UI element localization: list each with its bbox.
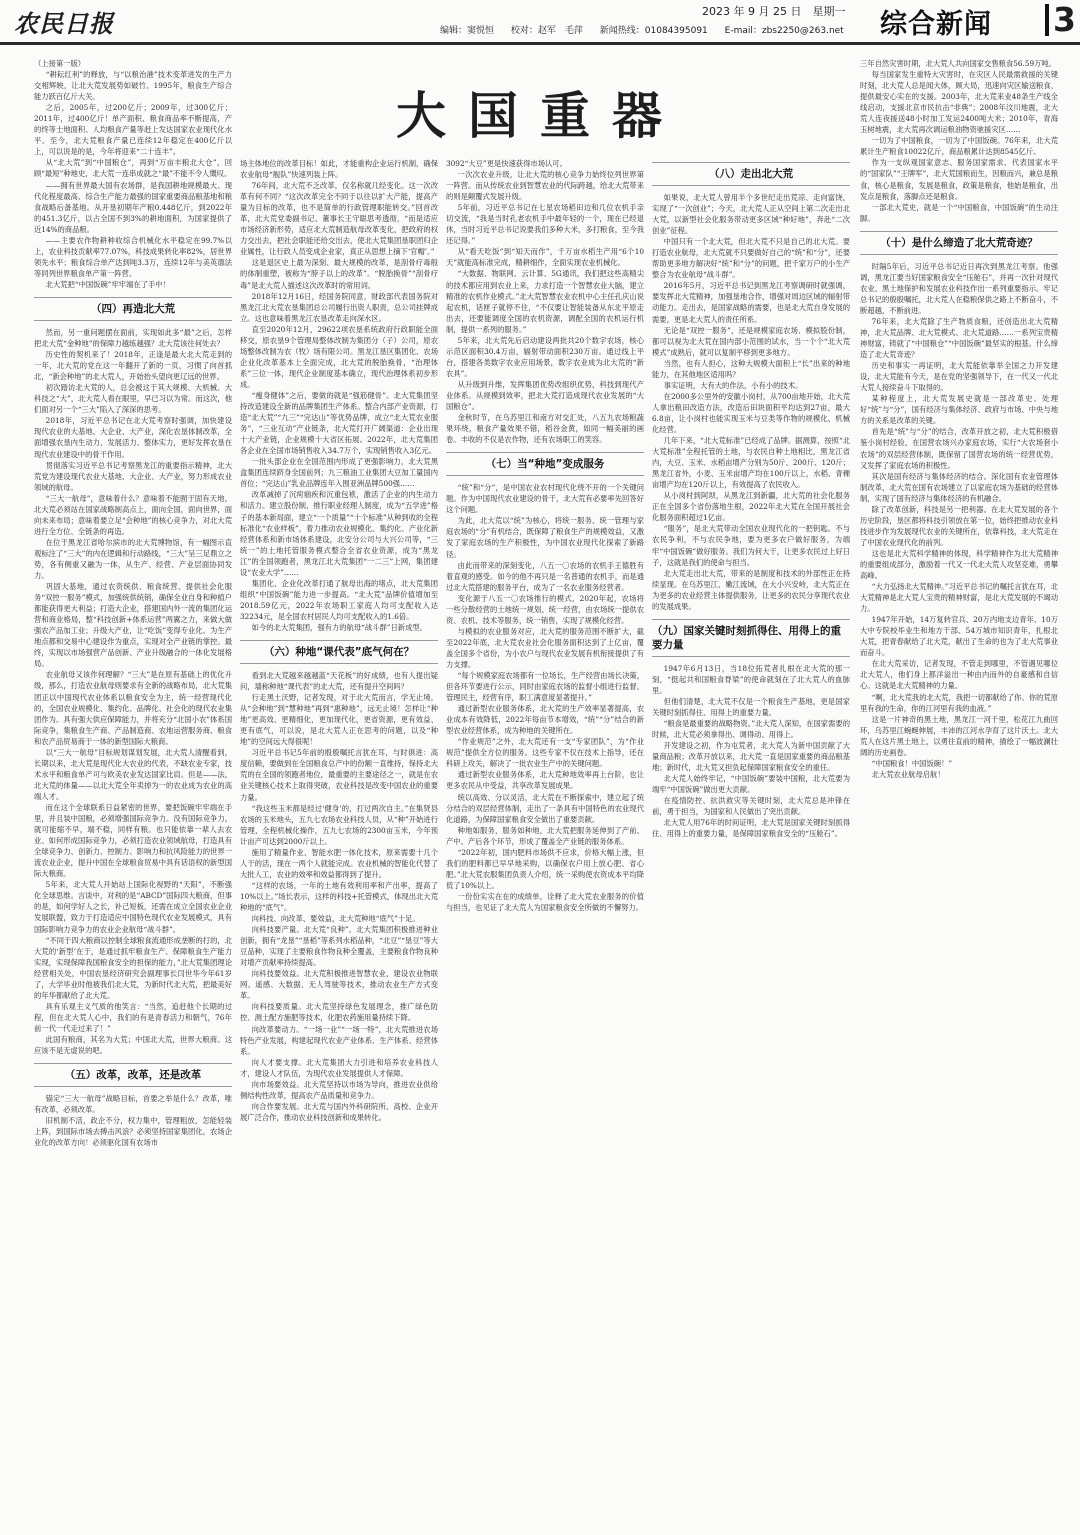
paragraph: “中国粮食！中国饭碗！”: [871, 758, 953, 768]
paragraph: 锚定“三大一航母”战略目标，首要之举是什么？改革，唯有改革，必须改革。: [34, 1094, 232, 1115]
subheading-7: （七）当“种地”变成服务: [446, 452, 644, 476]
masthead: [0, 0, 1080, 45]
paragraph: 中国只有一个北大荒，但北大荒不只是自己的北大荒。要打造农业航母，北大荒就不只要做好自己的“统”和“分”，还要帮助更多地方解决好“统”和“分”的问题，把千家万户的小生产整合为农业航母“战斗群”。: [652, 237, 850, 280]
paragraph: 种地如服务，服务如种地，北大荒把服务延伸到了产前、产中、产后各个环节，形成了覆盖全产业链的服务体系。: [446, 825, 644, 846]
paragraph: 当然，也有人担心，这种大规模大面积上“长”出来的种地能力，在其他地区适用吗？: [652, 358, 850, 379]
paragraph: 某种程度上，北大荒发展史就是一部改革史。处理好“统”与“分”，国有经济与集体经济、政府与市场、中央与地方的关系是改革的关键。: [860, 394, 1058, 426]
paragraph: 但他们清楚，北大荒不仅是一个粮食生产基地，更是国家关键时刻抓得住、用得上的重要力量。: [652, 696, 850, 717]
paragraph: 从小岗村到阿坝，从黑龙江到新疆，北大荒的社会化服务正在全国多个省份落地生根，2022年北大荒在全国开展社会化服务面积超过1亿亩。: [652, 491, 850, 523]
paragraph: 2018年，习近平总书记在北大荒考察时强调，加快建设现代农业的大基地、大企业、大产业，深化农垦体制改革，全面增强农垦内生动力、发展活力、整体实力，更好发挥农垦在现代农业建设中的骨干作用。: [34, 416, 232, 459]
paragraph: 5年来，北大荒人开始站上国际化视野的“天阳”，不断强化全球思维。言谈中，对利的是“ABCD”国际四大粮商，但事的是，如何学好人之长，补己短板，还需在成立全国农业企业发展联盟，致力于打造适应中国特色现代农业发展模式，具有国际影响力竞争力的农业企业航母“战斗群”。: [34, 880, 232, 934]
paragraph: 无论是“双控一服务”，还是规模家庭农场、模拟股份制，都可以视为北大荒在国内部小范围的试水，当一个个“北大荒模式”成熟后，就可以复制平移到更多地方。: [652, 325, 850, 357]
subheading-10: （十）是什么缔造了北大荒奇迹？: [860, 231, 1058, 255]
paragraph: 改革减掉了沉疴痼疾和沉重包袱，激活了企业的内生动力和活力。建立股份制、推行职业经理人制度，成为“五学进”格子的基本新局面，建立“一个质量”“十个标准”从种到收的全程标准化“农业样板”，着力推动农业规模化、集约化、产业化新经营体系和新市场体系建设，北安分公司与大兴公司等，“三统一”的土地托管服务模式整合全省农业资源，成为“黑龙江”的全国领跑者，黑龙江北大荒集团“一二三”上网，集团建设“农业大学”……: [240, 490, 438, 577]
proof-credit: 校对：赵军 毛萍: [510, 26, 583, 36]
paragraph: “大数据、物联网、云计算、5G通讯，我们把这些高精尖的技术都应用到农业上来，力求打造一个智慧农业大脑，建立精准的农机作业模式。”北大荒智慧农业农机中心主任孔庆山说起农机，话匣子就停不住，“不仅要让智能装备从东北平原走出去，还要能调度全国的农机资源，调配全国的农机运行机制，提供一系列的服务。”: [446, 269, 644, 334]
paragraph: 通过新型农业服务体系，北大荒种地效率再上台阶，也让更多农民从中受益，共享改革发展成果。: [446, 770, 644, 791]
paragraph: 一部北大荒史，就是一个“中国粮食，中国饭碗”的生动注脚。: [860, 202, 1058, 223]
paragraph: 施用了精量作业、智能水肥一体化技术，原来需要十几个人干的活，现在一两个人就能完成。农业机械的智能化代替了大批人工，农业的效率和效益都得到了提升。: [240, 847, 438, 879]
paragraph: 习近平总书记5年前的殷殷嘱托言犹在耳，与时俱进：高度信赖，要做到在全国粮食总产中的份额一直维持，保持北大荒的在全国的领跑者地位，最重要的主要途径之一，就是在农业关键核心技术上取得突破，农业科技是改变中国农业的重要力量。: [240, 748, 438, 802]
paragraph: 初次踏访北大荒的人，总会被这于其大规模、大机械、大科技之“大”，北大荒人看在眼里，早已习以为常。而这次，他们面对另一个“三大”陷入了深深的思考。: [34, 383, 232, 415]
paragraph: 之后，2005年，过200亿斤；2009年，过300亿斤；2011年，过400亿斤！单产面积、粮食商品率不断提高，产的终等士地面积、人均粮食产量等赶上发达国家农业现代化水平。至今，北大荒粮食产量已连续12年稳定在400亿斤以上，可以说是的是，今年将迎来“二十连丰”。: [34, 103, 232, 157]
news-hotline: 新闻热线：01084395091: [599, 26, 708, 36]
paragraph: 从“看天吃饭”到“知天而作”，千万亩水稻生产用“6个10天”就能高标准完成，精耕细作，全面实现农业机械化。: [446, 247, 644, 268]
paragraph: 向人才要支撑。北大荒集团大力引进和培养农业科技人才，建设人才队伍，为现代农业发展提供人才保障。: [240, 1057, 438, 1078]
paragraph: “大力弘扬北大荒精神。”习近平总书记的嘱托言犹在耳，北大荒精神是北大荒人宝贵的精神财富，是北大荒发展的不竭动力。: [860, 582, 1058, 614]
paragraph: 向科技要质量。北大荒坚持绿色发展理念，推广绿色防控、测土配方施肥等技术，化肥农药施用量持续下降。: [240, 1002, 438, 1023]
paragraph: 5年前，习近平总书记在七星农场稻田边和几位农机手亲切交流，“我是当时孔老农机手中最年轻的一个，现在已经退休，当时习近平总书记说要我们多种大米，多打粮食，至今我还记得。”: [446, 203, 644, 246]
paragraph: 这是一片神奇的黑土地，黑龙江一河千里，松花江九曲回环，乌苏里江蜿蜒伸展，丰沛的江河水孕育了这片沃土。北大荒人在这片黑土地上，以勇往直前的精神，描绘了一幅波澜壮阔的历史画卷。: [860, 714, 1058, 757]
paragraph: 1947年开始，14万复转官兵、20万内地支边青年、10万大中专院校毕业生和地方干部、54万城市知识青年，扎根北大荒，把青春献给了北大荒，献出了生命的也为了北大荒事业而奋斗。: [860, 615, 1058, 658]
paragraph: 金秋时节，在乌苏里江和南方对交汇处，八五九农场粮蔬果环绕，粮食产量效果不错，稻谷金黄，如同一幅美丽的画卷。丰收的不仅是农作物，还有农场职工的笑容。: [446, 413, 644, 445]
paragraph: “耕耘红利”的释放，与“以粮治港”技术变革进发的生产力交相辉映，让北大荒发展势如破竹。1995年，粮食生产综合能力跃百亿斤大关。: [34, 70, 232, 102]
paragraph: 在北大荒采访，记者发现，不管走到哪里，不管遇见哪位北大荒人，他们身上都洋溢出一种由内而外的自豪感和自信心。这就是北大荒精神的力量。: [860, 659, 1058, 691]
paragraph: 以“三大一航母”目标规划谋划发展，北大荒人清醒看到，长期以来，北大荒是现代化大农业的代表，不缺农业专家，技术水平和粮食单产可与欧美农业发达国家比肩。但是——法，北大荒的体量——以北大荒全年卖掉为一的农业成为农业的高端人才。: [34, 747, 232, 801]
paragraph: 北大荒人用76年的时间证明，北大荒是国家关键时刻抓得住、用得上的重要力量，是保障国家粮食安全的“压舱石”。: [652, 818, 850, 839]
paragraph: 如果说，北大荒人曾用半个多世纪走出荒凉、走向富饶，实现了“一次创业”；今天，北大荒人正从空间上第二次走出北大荒，以新型社会化服务带动更多区域“种好地”，奔赴“二次创业”征程。: [652, 193, 850, 236]
section-name: 综合新闻: [880, 9, 992, 40]
paragraph: 向改革要动力。“一场一业”“一场一特”，北大荒推进农场特色产业发展，构建起现代农业产业体系、生产体系、经营体系。: [240, 1024, 438, 1056]
paragraph: 几年下来，“北大荒标准”已经成了品牌。据测算，按照“北大荒标准”全程托管的土地，与农民自种土地相比，黑龙江省内，大豆、玉米、水稻亩增产分别为50斤、200斤、120斤；黑龙江省外，小麦、玉米亩增产均在100斤以上，水稻、青稞亩增产均在120斤以上，有效提高了农民收入。: [652, 436, 850, 490]
newspaper-logo: 农民日报: [14, 9, 114, 38]
paragraph: 一切为了中国粮食，一切为了中国饭碗。76年来，北大荒累计生产粮食10022亿斤，商品粮累计达到8545亿斤。: [860, 136, 1058, 157]
paragraph: 一份份实实在在的成绩单，诠释了北大荒农业服务的价值与担当，也见证了北大荒人为国家粮食安全所做的不懈努力。: [446, 891, 644, 912]
paragraph: 为此，北大荒以“统”为核心，将统一服务、统一管理与家庭农场的“分”有机结合，既保障了粮食生产的规模效益，又激发了家庭农场的生产积极性，为中国农业现代化探索了新路径。: [446, 516, 644, 559]
subheading-9: （九）国家关键时刻抓得住、用得上的重要力量: [652, 619, 850, 657]
paragraph: 其次是国有经济与集体经济的结合。深化国有农业管理体制改革，北大荒在国有农场建立了以家庭农场为基础的经营体制，实现了国有经济与集体经济的有机融合。: [860, 471, 1058, 503]
paragraph: “啊，北大荒我的北大荒，我把一切都献给了你。你的荒原里有我的生命，你的江河里有我的血液。”: [860, 692, 1058, 713]
paragraph: 然而，另一重问题摆在面前，实现如此多“最”之后，怎样把北大荒“金种地”的保障力越练越强？北大荒该往何处去？: [34, 327, 232, 349]
paragraph: 历史和事实一再证明，北大荒能依靠举全国之力开发建设，北大荒能有今天，是在党的坚强领导下，在一代又一代北大荒人接续奋斗下取得的。: [860, 361, 1058, 393]
paragraph: “每个规模家庭农场都有一位场长，生产经营由场长决策，但各环节要进行公示，同时由家庭农场的监督小组进行监督。管理民主，经营有序，职工满意度显著提升。”: [446, 671, 644, 703]
staff-line: [440, 23, 858, 36]
paragraph: 向合作要发展。北大荒与国内外科研院所、高校、企业开展广泛合作，推动农业科技创新和成果转化。: [240, 1101, 438, 1122]
paragraph: 具有乐观主义气质的他笑言：“当然，追赶他个长期的过程，但在北大荒人心中，我们的有是青春活力和朝气，76年前一代一代走过来了！”: [34, 1001, 232, 1033]
paragraph: 与模拟的农业服务对应，北大荒的服务范围不断扩大，截至2022年底，北大荒农业社会化服务面积达到了上亿亩，覆盖全国多个省份，为小农户与现代农业发展有机衔接提供了有力支撑。: [446, 626, 644, 669]
paragraph: 作为一支纵观国家意志、服务国家需求、代表国家水平的“国家队”“王牌军”，北大荒国粮而生，因粮而兴，兼总是粮食，核心是粮食，发展是粮食，政策是粮食，他始是粮食，出发点是粮食，落脚点还是粮食。: [860, 158, 1058, 201]
paragraph: “这样的农场，一年的土地有效利用率和产出率，提高了10%以上。”场长表示，这样的科技+托管模式，体现出北大荒种地的“底气”。: [240, 880, 438, 912]
editor-credit: 编辑：窦悦恒: [440, 26, 495, 36]
paragraph: 统以高效、分以灵活，北大荒在不断探索中，建立起了统分结合的双层经营体制，走出了一条具有中国特色的农业现代化道路，为保障国家粮食安全做出了重要贡献。: [446, 792, 644, 824]
paragraph: “瘦身健体”之后，要做的就是“强筋健骨”。北大荒集团坚持改造建设全新的品牌集团生产体系。整合内部产业资源，打造“北大荒”“九三”“完达山”等优势品牌，成立“北大荒农业服务”，“三业互动”产业链条，北大荒打开广阔渠道：企业出现十大产业链，企业规模十大省区拓展。2022年，北大荒集团各企业在全国市场销售收入34.7万个，实现销售收入3亿元。: [240, 390, 438, 456]
paragraph: 变化源于八五一〇农场推行的模式，2020年起，农场将一些分散经营的土地统一规划、统一经营，由农场统一提供农资、农机、技术等服务，统一销售，实现了规模化经营。: [446, 593, 644, 625]
paragraph: 在疫情防控、抗洪救灾等关键时刻，北大荒总是冲锋在前，勇于担当，为国家和人民做出了突出贡献。: [652, 796, 850, 817]
paragraph: ——拥有世界最大国有农场群，是我国耕地规模最大、现代化程度最高、综合生产能力最强的国家重要商品粮基地和粮食战略后备基地。从开垦初期年产粮0.448亿斤，到2022年的451.3亿斤，以占全国不到3%的耕地面积，为国家提供了近14%的商品粮。: [34, 180, 232, 234]
paragraph: “作业规范”之外，北大荒还有一支“专家团队”，为“作业规范”提供全方位的服务。这些专家不仅在技术上指导，还在科研上攻关，解决了一批农业生产中的关键问题。: [446, 737, 644, 769]
paragraph: 农业航母又该作何理解？“三大”是在原有基础上的优化升级，那么，打造农业航母则要求有全新的战略布局，北大荒集团正以中国现代农业体系以粮食安全为主，统一经营现代化的，全国农业规模化、集约化、品牌化、社会化的现代农业集团作为。具有强大供应保障能力，并将充分“北国小农”体系国际竞争，集粮食生产商、产品制造商、农地运营服务商、粮食和农产品贸易商于一体的新型国际大粮商。: [34, 670, 232, 746]
paragraph: 旧机制不活，政企不分，权力集中，管理粗放，怎能轻装上阵，到国际市场去搏击风浪？必须坚持国家集团化，农场企业化的改革方向！必须驱化国有农场市: [34, 1116, 232, 1148]
paragraph: 5年来，北大荒先后启动建设两批共20个数字农场，核心示范区面积30.4万亩，辐射带动面积230万亩。通过线上平台，搭建各类数字农业应用场景，数字农业成为北大荒的“新农具”。: [446, 335, 644, 378]
paragraph: 这也是北大荒科学精神的体现，科学精神作为北大荒精神的重要组成部分，激励着一代又一代北大荒人攻坚克难，勇攀高峰。: [860, 548, 1058, 581]
paragraph: “不同于四大粮商以控制全球粮食流通形成垄断的打的，北大荒的‘新型’在于，是通过抓牢粮食生产、保障粮食生产能力实现，实现保障我国粮食安全的担保的能力，”北大荒集团理论经营相关处，中国农垦经济研究会副理事长闫世华今年61岁了，大学毕业时他被我们北大荒，为新时代北大荒，把最美好的年华都献给了北大荒。: [34, 935, 232, 1000]
paragraph: 看到北大荒越来越越蓝“天花板”的好成绩，也有人提出疑问，墙称种地“课代表”的北大荒，还有提升空间吗？: [240, 671, 438, 692]
paragraph: 一批头部企业在全国范围内形成了更强影响力，北大荒黑盒集团连续跻身全国前列；九三粮油工业集团大豆加工量国内首位；“完达山”乳业品牌连年入围亚洲品牌500强……: [240, 457, 438, 489]
paragraph: 每当国家发生重特大灾害时，在灾区人民最需救援的关键时刻，北大荒人总是闻大体，顾大局，迅速向灾区输送粮食，提供最安心实在的支援。2003年，北大荒来业48条生产线全线启动，支援北京市民抗击“非典”；2008年汶川地震，北大荒人连夜援送48小时加工发运2400吨大米；2010年，青海玉树地震，北大荒再次调运粮油物资驰援灾区……: [860, 70, 1058, 135]
paragraph: 巩固大基地，通过农资统供、粮食统营、提供社会化服务“双控一服务”模式，加强统供统销，确保全业自身和种植户都能获得更大利益；打造大企业，搭建国内外一流的集团化运营和商业格局，整“科技创新+体系运营”两翼之力，来做大做强农产品加工业；升级大产业，让“吃饭”变得专业化、为生产地点都和交易中心建设作为重点，实现对全产业链的掌控。最终，实现以市场强营产品创新、产业升级融合的一体化发展格局。: [34, 582, 232, 669]
paragraph: 北大荒人始终牢记，“中国饭碗”要装中国粮，北大荒要为端牢“中国饭碗”做出更大贡献。: [652, 774, 850, 795]
paragraph: 贯彻落实习近平总书记考察黑龙江的重要指示精神，北大荒党为建设现代农业大基地、大企业、大产业，努力形成农业领域的航母。: [34, 460, 232, 492]
paragraph: 如今的北大荒集团，强有力的航母“战斗群”日新成型。: [251, 622, 427, 632]
paragraph: 向科技要产量。北大荒“良种”。北大荒集团积极推进种业创新，拥有“龙垦”“垦稻”等系列水稻品种，“北豆”“垦豆”等大豆品种，实现了主要粮食作物良种全覆盖，主要粮食作物良种对增产贡献率持续提高。: [240, 925, 438, 968]
paragraph: 北大荒农业航母启航！: [871, 769, 945, 779]
paragraph: 向市场要效益。北大荒坚持以市场为导向，推进农业供给侧结构性改革，提高农产品质量和竞争力。: [240, 1079, 438, 1100]
paragraph: “2022年初，国内肥料市场供不应求，价格大幅上涨，但我们的肥料都已早早地采购，以确保农户用上放心肥、省心肥。”北大荒农服集团负责人介绍，统一采购使农资成本平均降低了10%以上。: [446, 847, 644, 890]
paragraph: 通过新型农业服务体系，北大荒的生产效率显著提高，农业成本有效降低，2022年每亩节本增效，“统”“分”结合的新型农业经营体系，成为种地的关键所在。: [446, 704, 644, 736]
contact-email: E-mail：zbs2250@263.net: [724, 26, 844, 36]
paragraph: 直至2020年12月，29622项农垦系统政府行政职能全面移交，原农垦9个管理局整体改制为集团分（子）公司，原农场整体改制为农（牧）场有限公司。黑龙江垦区集团化、农场企业化改革基本上全面完成，北大荒的脱胎换骨，“治理体系”三位一体，现代企业制度基本确立，现代治理体系初步形成。: [240, 324, 438, 389]
paragraph: 时隔5年后，习近平总书记近日再次到黑龙江考察。他强调，黑龙江要当好国家粮食安全“压舱石”，并再一次针对现代农业、黑土地保护和发展农业科技作出一系列重要指示。牢记总书记的殷殷嘱托，北大荒人在稳粮保供之路上不断奋斗，不断超越，不断前进。: [860, 261, 1058, 315]
paragraph: “三大一航母”，意味着什么？意味着不能囿于固有天地，北大荒必须站在国家战略制高点上，面向全国，面向世界，面向未来布局；意味着要立足“会种地”的核心竞争力，对北大荒进行全方位、全链条的再造。: [34, 493, 232, 536]
column-4: [652, 162, 850, 1518]
paragraph: 而在这个全球联系日益紧密的世界，要把饭碗牢牢端在手里，并且装中国粮，必须增强国际竞争力。没有国际竞争力，就可能缩不早，端不稳，同样有粮。也只能依靠一辈人去农业、如何形成国际竞争力，必须打造农业领域航母，打造具有全球竞争力、创新力、控制力、影响力和抗风险能力的世界一流农业企业，提升中国在全球粮食贸易中具有话语权的新型国际大粮商。: [34, 803, 232, 879]
paragraph: 事实证明，大有大的作法，小有小的技术。: [663, 380, 803, 390]
subheading-4: （四）再造北大荒: [34, 297, 232, 321]
paragraph: 场主体地位的改革目标！如此，才能重构企业运行机制，确保农业航母“舰队”快速列装上阵。: [240, 159, 438, 180]
paragraph: 北大荒走出北大荒，带来的是制度和技术的外部性正在持续显现。在乌苏里江、嫩江流域，在大小兴安岭，北大荒正在为更多的农业经营主体提供服务，让更多的农民分享现代农业的发展成果。: [652, 568, 850, 611]
paragraph: 从“北大荒”到“中国粮仓”，再到“万亩丰粮北大仓”，回顾“最短”种地史，北大荒一连串成就之“最”不能不令人慨叹。: [34, 158, 232, 179]
article-title: 大国重器: [396, 86, 684, 145]
column-5: [860, 58, 1058, 1518]
paragraph: “服务”，是北大荒带动全国农业现代化的一把钥匙。不与农民争利，不与农民争地，要为更多农户做好服务，为端牢“中国饭碗”做好服务。我们为何大干，让更多农民过上好日子，这就是我们的使命与担当。: [652, 524, 850, 567]
paragraph: 2016年5月，习近平总书记到黑龙江考察调研时就强调，要发挥北大荒精神，加强垦地合作，增强对周边区域的辐射带动能力。走出去，是国家战略的需要，也是北大荒自身发展的需要，更是北大荒人的责任所系。: [652, 281, 850, 324]
column-1: [34, 58, 232, 1518]
column-2: [240, 158, 438, 1518]
paragraph: 此国有粮商，其名为大荒；中国北大荒，世界大粮商。这应该不是无虚说的吧。: [34, 1034, 232, 1056]
issue-date: 2023 年 9 月 25 日 星期一: [702, 5, 846, 18]
paragraph: 从升级到升维，发挥集团优势改组织优势，科技到现代产业体系。从规模到效率，把北大荒打造成现代农业发展的“大国粮仓”。: [446, 379, 644, 412]
paragraph: 向科技要效益。北大荒积极推进智慧农业，建设农业物联网、遥感、大数据、无人驾驶等技术，推动农业生产方式变革。: [240, 969, 438, 1001]
subheading-5: （五）改革，改革，还是改革: [34, 1063, 232, 1087]
paragraph: 除了改革创新，科技是另一把利器。在北大荒发展的各个历史阶段，垦区都将科技引领放在第一位，始终把推动农业科技进步作为发展现代农业的关键所在，依靠科技，北大荒走在了中国农业现代化的前列。: [860, 504, 1058, 547]
paragraph: 1947年6月13日，当18位拓荒者扎根在北大荒的那一刻，“挺起共和国粮食脊梁”的使命就刻在了北大荒人的血脉里。: [652, 663, 850, 695]
paragraph: 76年间，北大荒不乏改革，仅名称就几经变化。这一次改革有何不同？“这次改革完全不同于以往以扩大产能，提高产量为目标的改革，也不是简单的行政管理职能转交。”回首改革，北大荒党委副书记、董事长王守聪思考透彻，“而是适应市场经济新形势，适应北大荒制造航母改革变化，把政府的权力交出去，把社会职能还给交出去，使北大荒集团垦职团归企业属性，让行政人员变成企业家，真正从思想上摘下‘官帽’。”: [240, 181, 438, 257]
paragraph: 首先是“统”与“分”的结合，改革开放之初，北大荒积极借鉴小岗村经验，在国营农场兴办家庭农场，实行“大农场套小农场”的双层经营体制，既保留了国营农场的统一经营优势，又发挥了家庭农场的积极性。: [860, 427, 1058, 470]
subheading-6: （六）种地“课代表”底气何在？: [240, 640, 438, 664]
paragraph: 76年来，北大荒除了生产物质食粮，还创造出北大荒精神，北大荒品牌、北大荒模式、北大荒道路……一系列宝贵精神财富，铸就了“中国粮仓”“中国饭碗”最坚实的根基。什么缔造了北大荒奇迹？: [860, 316, 1058, 360]
continuation-note: （上接第一版）: [34, 59, 86, 68]
paragraph: 行走黑土沃野，记者发现，对于北大荒而言，学无止境，从“会种地”到“慧种地”再到“惠种地”，远无止境！怎样让“种地”更高效、更精细化，更加现代化，更省资源，更有效益、更有底气，可以说，是北大荒人正在思考的问题，以及“种地”的空间远大得很呢！: [240, 693, 438, 747]
paragraph: “粮食是最重要的战略物资。”北大荒人深知，在国家需要的时候，北大荒必须拿得出、调得动、用得上。: [652, 719, 850, 740]
column-3: [446, 158, 644, 1518]
paragraph: 在2000多公里外的安徽小岗村，从700亩地开始，北大荒人拿出粮田改造方法，改造后田块面积平均达到27亩，最大6.8亩，让小岗村也能实现玉米与豆类等作物的规模化、机械化经营。: [652, 391, 850, 434]
paragraph: 一次次农业升级，让北大荒的核心竞争力始终位列世界第一阵营。而从传统农业到智慧农业的代际跨越，给北大荒带来的则是颠覆式发展升级。: [446, 170, 644, 202]
paragraph: 开发建设之初，作为屯荒者，北大荒人为新中国贡献了大量商品粮；改革开放以来，北大荒一直是国家重要的商品粮基地；新时代，北大荒又担负起保障国家粮食安全的重任。: [652, 741, 850, 773]
page-number: 3: [1053, 0, 1076, 39]
paragraph: 北大荒把“中国饭碗”牢牢端在了手中！: [45, 279, 170, 289]
paragraph: 这是退区史上最为深刻、最大规模的改革，是刮骨疗毒般的体制重塑，被称为“脖子以上的改革”。“脱胎换骨”“刮骨疗毒”是北大荒人描述这次改革时的常用词。: [240, 258, 438, 290]
paragraph: 历史性的契机来了！2018年，正逢是最大北大荒走到的一年，北大荒的党在这一年翻开了新的一页，习惯了向首抓北，“新会种地”的北大荒人，开始抬头望向更辽远的世界。: [34, 350, 232, 382]
paragraph: “我这些玉米都是经过‘健身’的，打过两次自主。”在集贤县农场的玉米地头，五九七农场农业科技人员，从“种”开始进行管理，全程机械化操作，五九七农场的2300亩玉米，今年预计亩产可达到2000斤以上。: [240, 803, 438, 846]
paragraph: 3092“大豆”更是快速获得市场认可。: [446, 159, 567, 168]
paragraph: 集团化、企业化改革打通了航母出海的堵点，北大荒集团组织“中国饭碗”能力进一步提高。“北大荒”品牌价值增加至2018.59亿元，2022年农场职工家庭人均可支配收入达32234元，是全国农村居民人均可支配收入的1.6倍。: [240, 578, 438, 621]
paragraph: “统”和“分”，是中国农业农村现代化绕不开的一个关键问题。作为中国现代农业建设的骨干，北大荒有必要率先回答好这个问题。: [446, 483, 644, 515]
paragraph: 向科技、向改革、要效益，北大荒种地“底气”十足。: [251, 914, 420, 924]
paragraph: 在位于黑龙江省哈尔滨市的北大荒博物馆，有一幅图示直观标注了“三大”的内在逻辑和行动路线，“三大”呈三足鼎立之势，各有侧重又融为一体，从生产、经营、产业层面协同发力。: [34, 537, 232, 581]
paragraph: ——主要农作物耕种收综合机械化水平稳定在99.7%以上，农业科技贡献率77.07%，科技成果转化率82%，居世界领先水平；粮食综合单产达到吨3.3万，连续12年与美英德法等同列世界粮食单产第一阵营。: [34, 235, 232, 278]
paragraph: 2018年12月16日，经国务院同意，财政部代表国务院对黑龙江北大荒农垦集团总公司履行出资人职责，总公司挂牌成立。这也意味着黑龙江农垦改革走向深水区。: [240, 291, 438, 323]
paragraph: 由此而带来的深刻变化，八五一〇农场的农机手王德胜有着直观的感受。如今的他不再只是一名普通的农机手，而是通过北大荒搭建的服务平台，成为了一名农业服务经营者。: [446, 560, 644, 592]
subheading-8: （八）走出北大荒: [652, 162, 850, 186]
section-divider: [1045, 4, 1049, 36]
paragraph: 三年自然灾害时期，北大荒人共向国家交售粮食56.59万吨。: [860, 59, 1057, 68]
